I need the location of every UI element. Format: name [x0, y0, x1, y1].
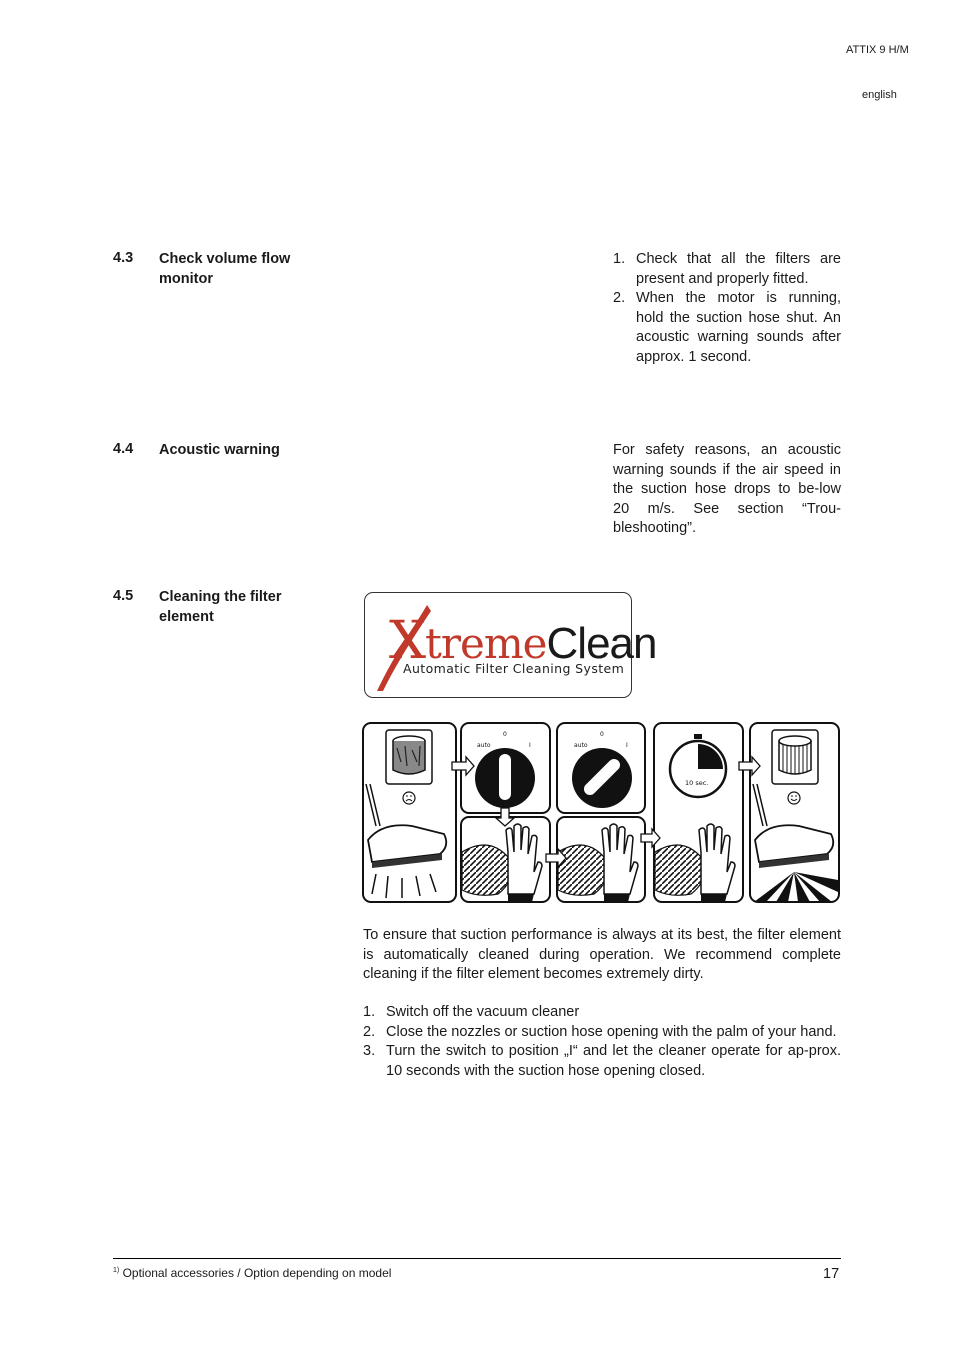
step-number: 3. — [363, 1043, 376, 1059]
model-name: ATTIX 9 H/M — [846, 44, 909, 56]
dial-one-label: I — [529, 742, 531, 749]
section-number: 4.4 — [113, 441, 134, 457]
cleaning-steps — [363, 1003, 841, 1081]
section-title: Acoustic warning — [159, 442, 280, 458]
list-item — [363, 1003, 841, 1023]
hand-panel-2 — [557, 817, 645, 902]
volume-flow-steps — [613, 250, 841, 367]
step-number: 2. — [613, 290, 626, 306]
hand-panel-1 — [461, 817, 550, 902]
footnote — [113, 1266, 391, 1280]
dial-one-label: I — [626, 742, 628, 749]
footnote-text: Optional accessories / Option depending on model — [122, 1266, 392, 1280]
dial-on-panel — [557, 723, 645, 813]
section-title: Cleaning the filter element — [159, 589, 282, 625]
step-text: Turn the switch to position „I“ and let the cleaner operate for ap-prox. 10 seconds with the suction hose opening closed. — [386, 1043, 841, 1079]
step-text: When the motor is running, hold the suction hose shut. An acoustic warning sounds after approx. 1 second. — [636, 290, 841, 365]
language-label: english — [862, 89, 897, 101]
list-item — [613, 250, 841, 289]
step-number: 2. — [363, 1023, 376, 1040]
dial-auto-panel — [461, 723, 550, 813]
step-text: Close the nozzles or suction hose opening with the palm of your hand. — [386, 1023, 837, 1040]
page-number: 17 — [823, 1266, 840, 1282]
dial-auto-label: auto — [477, 742, 491, 749]
section-title: Check volume flow monitor — [159, 251, 291, 287]
step-number: 1. — [363, 1004, 376, 1020]
step-text: Switch off the vacuum cleaner — [386, 1004, 580, 1020]
dial-zero-label: 0 — [503, 731, 507, 738]
dirty-filter-panel — [363, 723, 456, 902]
logo-wordmark: XtremeClean — [389, 611, 657, 671]
filter-cleaning-illustration — [362, 722, 842, 904]
timer-label: 10 sec. — [685, 779, 709, 787]
dial-zero-label: 0 — [600, 731, 604, 738]
logo-subtitle: Automatic Filter Cleaning System — [403, 661, 625, 676]
step-text: Check that all the filters are present and properly fitted. — [636, 251, 841, 287]
dial-auto-label: auto — [574, 742, 588, 749]
list-item — [363, 1042, 841, 1081]
footer-rule — [113, 1258, 841, 1259]
clean-filter-panel — [750, 723, 839, 902]
list-item — [613, 289, 841, 367]
section-number: 4.5 — [113, 588, 134, 604]
cleaning-intro-text: To ensure that suction performance is always at its best, the filter element is automatically cleaned during operation. We recommend complete cleaning if the filter element becomes extremely dirty. — [363, 927, 841, 982]
step-number: 1. — [613, 251, 626, 267]
acoustic-warning-text: For safety reasons, an acoustic warning sounds if the air speed in the suction hose drops to be-low 20 m/s. See section “Trou-bleshooting”. — [613, 442, 841, 536]
xtremeclean-logo — [364, 592, 657, 698]
footnote-mark: 1) — [113, 1267, 120, 1274]
list-item — [363, 1023, 841, 1043]
section-number: 4.3 — [113, 250, 134, 266]
